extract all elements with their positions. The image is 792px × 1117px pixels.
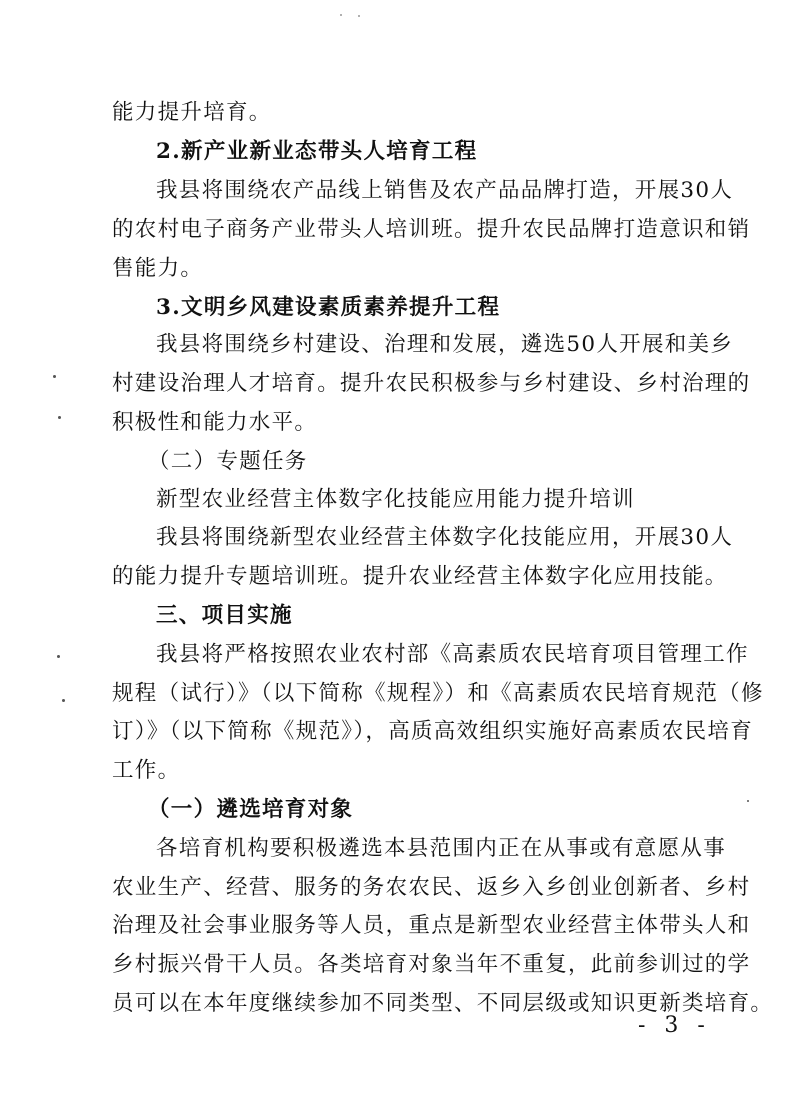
section-heading: （一）遴选培育对象 <box>148 797 354 822</box>
body-line: 的能力提升专题培训班。提升农业经营主体数字化应用技能。 <box>112 564 728 589</box>
body-line: 我县将围绕乡村建设、治理和发展，遴选50人开展和美乡 <box>156 332 734 357</box>
section-heading: 2.新产业新业态带头人培育工程 <box>156 139 478 164</box>
body-line: 治理及社会事业服务等人员，重点是新型农业经营主体带头人和 <box>112 913 751 938</box>
body-line: 我县将围绕新型农业经营主体数字化技能应用，开展30人 <box>156 525 734 550</box>
section-heading: 三、项目实施 <box>156 603 293 628</box>
section-heading: （二）专题任务 <box>148 449 308 474</box>
body-line: 乡村振兴骨干人员。各类培育对象当年不重复，此前参训过的学 <box>112 952 751 977</box>
scan-speck <box>58 416 61 419</box>
scan-speck <box>53 375 56 378</box>
subheading: 新型农业经营主体数字化技能应用能力提升培训 <box>156 487 635 512</box>
body-line: 积极性和能力水平。 <box>112 410 318 435</box>
section-heading: 3.文明乡风建设素质素养提升工程 <box>156 295 501 320</box>
body-line: 各培育机构要积极遴选本县范围内正在从事或有意愿从事 <box>156 836 727 861</box>
scan-speck <box>340 14 342 16</box>
scan-speck <box>747 800 749 802</box>
body-line: 我县将严格按照农业农村部《高素质农民培育项目管理工作 <box>156 642 749 667</box>
scan-speck <box>358 15 360 17</box>
body-line: 售能力。 <box>112 256 204 281</box>
body-line: 能力提升培育。 <box>112 100 272 125</box>
body-line: 我县将围绕农产品线上销售及农产品品牌打造，开展30人 <box>156 178 734 203</box>
body-line: 工作。 <box>112 758 181 783</box>
page-number: - 3 - <box>638 1013 711 1038</box>
body-line: 规程（试行）》（以下简称《规程》）和《高素质农民培育规范（修 <box>112 681 764 706</box>
body-line: 订）》（以下简称《规范》），高质高效组织实施好高素质农民培育 <box>112 719 754 744</box>
scan-speck <box>62 699 65 702</box>
body-line: 员可以在本年度继续参加不同类型、不同层级或知识更新类培育。 <box>112 991 774 1016</box>
body-line: 的农村电子商务产业带头人培训班。提升农民品牌打造意识和销 <box>112 217 751 242</box>
body-line: 农业生产、经营、服务的务农农民、返乡入乡创业创新者、乡村 <box>112 875 751 900</box>
body-line: 村建设治理人才培育。提升农民积极参与乡村建设、乡村治理的 <box>112 371 751 396</box>
scan-speck <box>57 655 60 658</box>
